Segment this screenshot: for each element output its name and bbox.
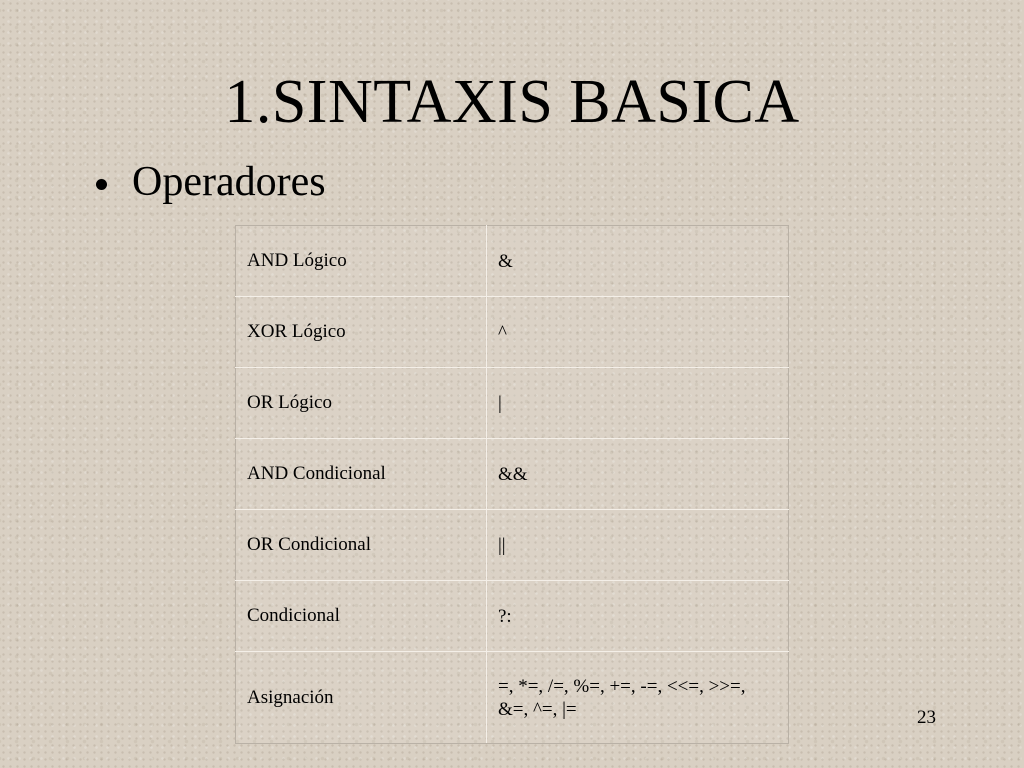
table-row xyxy=(236,510,789,581)
operator-symbol-cell: ?: xyxy=(487,581,789,652)
operator-name-cell: Condicional xyxy=(236,581,487,652)
page-number: 23 xyxy=(917,707,936,728)
table-row xyxy=(236,652,789,744)
operator-symbol-cell: | xyxy=(487,368,789,439)
operator-symbol-cell: =, *=, /=, %=, +=, -=, <<=, >>=, &=, ^=, |= xyxy=(487,652,789,744)
table-row xyxy=(236,368,789,439)
operator-name-cell: XOR Lógico xyxy=(236,297,487,368)
table-row xyxy=(236,297,789,368)
operator-name-cell: Asignación xyxy=(236,652,487,744)
bullet-text: Operadores xyxy=(132,159,326,205)
table-row xyxy=(236,581,789,652)
operator-name-cell: OR Condicional xyxy=(236,510,487,581)
operator-symbol-cell: && xyxy=(487,439,789,510)
operator-name-cell: OR Lógico xyxy=(236,368,487,439)
operator-name-cell: AND Condicional xyxy=(236,439,487,510)
operators-table xyxy=(235,225,789,744)
operator-symbol-cell: ^ xyxy=(487,297,789,368)
bullet-item-operadores xyxy=(96,156,326,208)
operator-symbol-cell: & xyxy=(487,226,789,297)
operator-name-cell: AND Lógico xyxy=(236,226,487,297)
table-row xyxy=(236,226,789,297)
table-row xyxy=(236,439,789,510)
operator-symbol-cell: || xyxy=(487,510,789,581)
bullet-icon xyxy=(96,179,107,190)
slide-title: 1.SINTAXIS BASICA xyxy=(224,68,800,136)
